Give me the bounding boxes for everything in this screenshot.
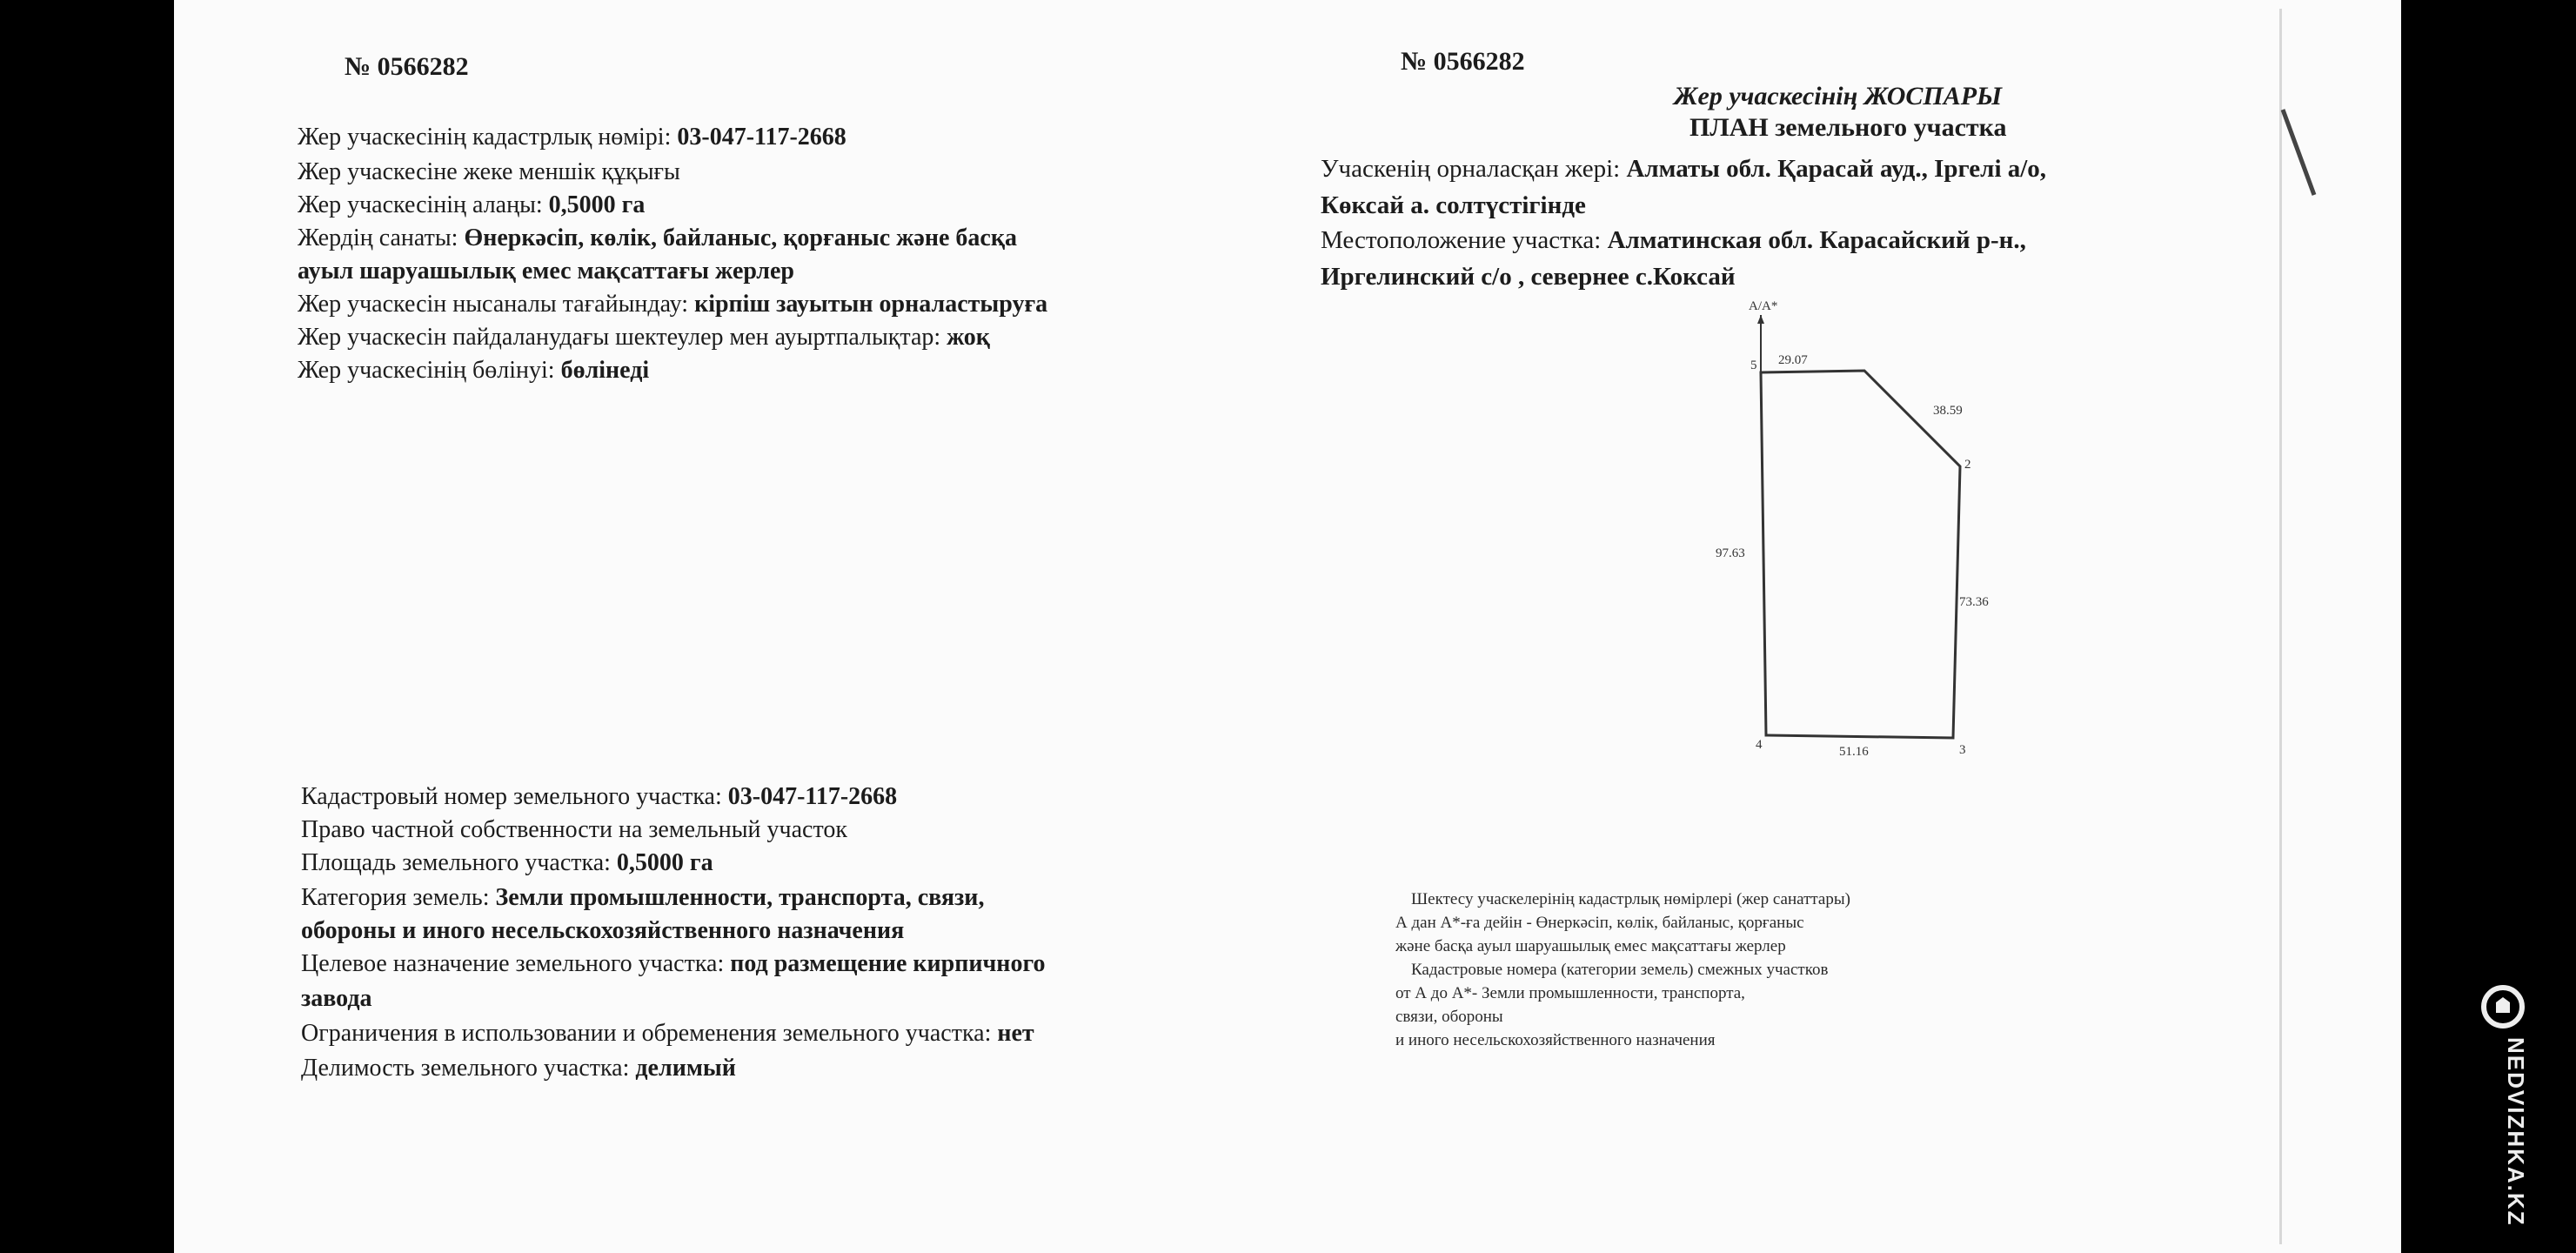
side-5-1-length: 29.07 bbox=[1778, 353, 1808, 367]
land-plot-plan bbox=[1688, 296, 1989, 766]
ru-purpose-cont: завода bbox=[301, 985, 372, 1012]
neighbors-ru-title: Кадастровые номера (категории земель) смежных участков bbox=[1411, 961, 1829, 979]
kz-category: Жердің санаты: Өнеркәсіп, көлік, байланыс, қорғаныс және басқа bbox=[298, 224, 1017, 251]
location-kz: Учаскенің орналасқан жері: Алматы обл. Қарасай ауд., Іргелі а/о, bbox=[1321, 155, 2047, 183]
kz-cadastral-number: Жер учаскесінің кадастрлық нөмірі: 03-047-117-2668 bbox=[298, 124, 846, 151]
kz-area: Жер учаскесінің алаңы: 0,5000 га bbox=[298, 191, 646, 218]
left-document-number: № 0566282 bbox=[345, 52, 469, 81]
point-3-label: 3 bbox=[1959, 743, 1966, 757]
side-1-2-length: 38.59 bbox=[1933, 404, 1963, 418]
watermark-text: NEDVIZHKA.KZ bbox=[2503, 1037, 2529, 1227]
neighbors-kz-title: Шектесу учаскелерінің кадастрлық нөмірлері (жер санаттары) bbox=[1411, 890, 1850, 908]
point-4-label: 4 bbox=[1756, 738, 1763, 752]
kz-restrictions: Жер учаскесін пайдаланудағы шектеулер мен ауыртпалықтар: жоқ bbox=[298, 324, 990, 351]
plan-top-label: А/А* bbox=[1749, 299, 1778, 313]
ru-purpose: Целевое назначение земельного участка: под размещение кирпичного bbox=[301, 950, 1046, 977]
ru-restrictions: Ограничения в использовании и обременения земельного участка: нет bbox=[301, 1020, 1034, 1047]
point-5-label: 5 bbox=[1750, 358, 1757, 372]
point-2-label: 2 bbox=[1964, 458, 1971, 472]
ru-category-cont: обороны и иного несельскохозяйственного назначения bbox=[301, 917, 905, 944]
kz-divisibility: Жер учаскесінің бөлінуі: бөлінеді bbox=[298, 357, 650, 384]
side-2-3-length: 73.36 bbox=[1959, 595, 1989, 609]
plot-boundary bbox=[1761, 371, 1960, 738]
neighbors-kz-line1: А дан А*-ға дейін - Өнеркәсіп, көлік, байланыс, қорғаныс bbox=[1395, 914, 1804, 932]
north-arrow-head bbox=[1757, 315, 1764, 324]
neighbors-ru-line2: связи, обороны bbox=[1395, 1008, 1503, 1026]
ru-divisibility: Делимость земельного участка: делимый bbox=[301, 1055, 736, 1082]
ru-category: Категория земель: Земли промышленности, транспорта, связи, bbox=[301, 884, 985, 911]
ru-area: Площадь земельного участка: 0,5000 га bbox=[301, 849, 713, 876]
neighbors-ru-line3: и иного несельскохозяйственного назначения bbox=[1395, 1031, 1716, 1049]
scan-mark bbox=[2279, 104, 2332, 209]
neighbors-ru-line1: от А до А*- Земли промышленности, транспорта, bbox=[1395, 984, 1745, 1002]
kz-category-cont: ауыл шаруашылық емес мақсаттағы жерлер bbox=[298, 258, 794, 285]
ru-cadastral-number: Кадастровый номер земельного участка: 03-047-117-2668 bbox=[301, 783, 898, 810]
kz-private-ownership: Жер учаскесіне жеке меншік құқығы bbox=[298, 158, 680, 185]
plan-title-ru: ПЛАН земельного участка bbox=[1689, 113, 2007, 142]
plan-title-kz: Жер учаскесінің ЖОСПАРЫ bbox=[1674, 82, 2003, 111]
kz-purpose: Жер учаскесін нысаналы тағайындау: кірпіш зауытын орналастыруға bbox=[298, 291, 1048, 318]
location-kz-cont: Көксай а. солтүстігінде bbox=[1321, 191, 1586, 219]
side-3-4-length: 51.16 bbox=[1839, 745, 1869, 759]
location-ru-cont: Иргелинский с/о , севернее с.Коксай bbox=[1321, 263, 1736, 291]
ru-private-ownership: Право частной собственности на земельный участок bbox=[301, 816, 847, 843]
location-ru: Местоположение участка: Алматинская обл. Карасайский р-н., bbox=[1321, 226, 2026, 254]
scanned-document bbox=[174, 0, 2401, 1253]
neighbors-kz-line2: және басқа ауыл шаруашылық емес мақсаттағы жерлер bbox=[1395, 937, 1786, 955]
right-document-number: № 0566282 bbox=[1401, 47, 1525, 76]
side-4-5-length: 97.63 bbox=[1716, 546, 1745, 560]
nedvizhka-logo-icon bbox=[2481, 985, 2525, 1029]
